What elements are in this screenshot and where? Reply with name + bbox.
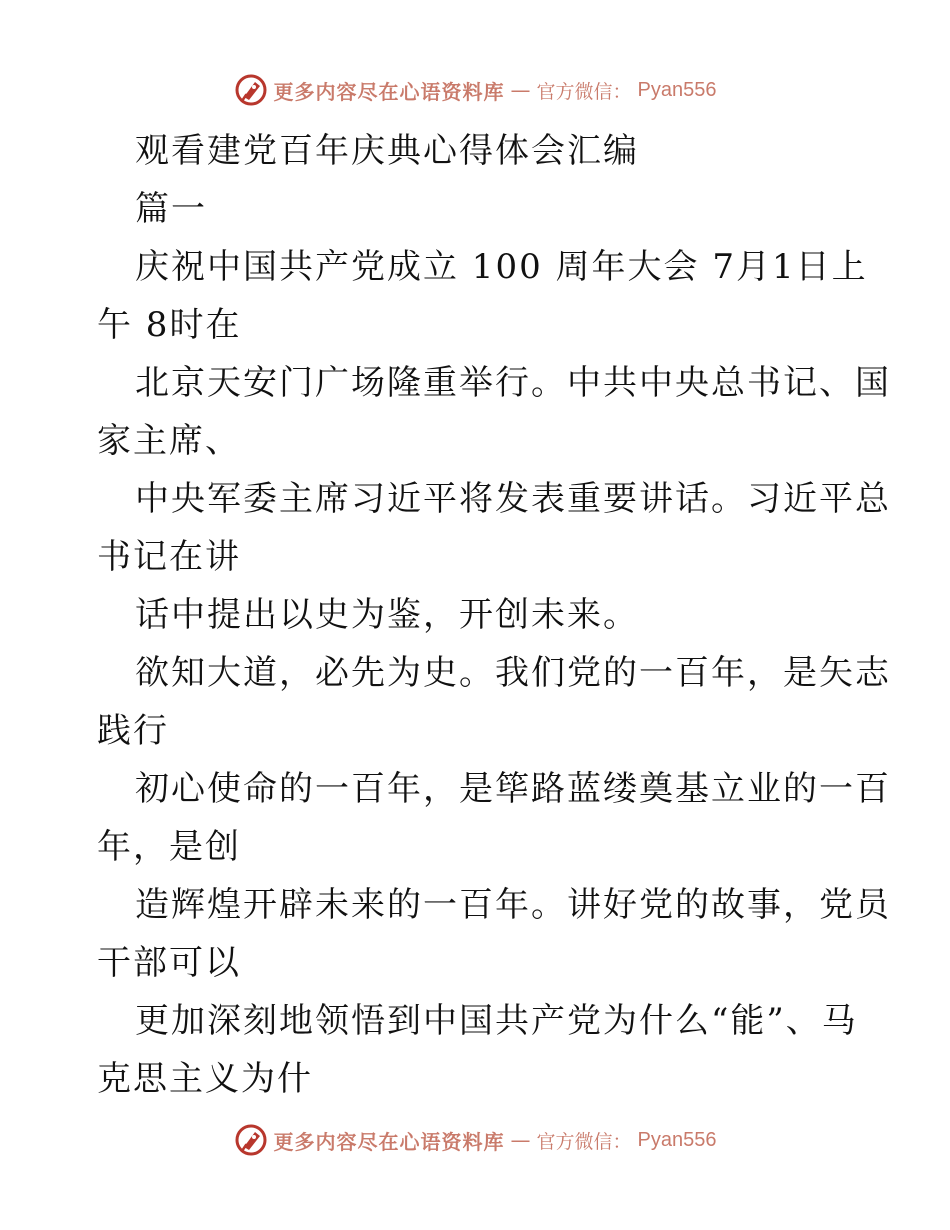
- header-banner: [0, 70, 950, 110]
- banner-wechat-id: Pyan556: [637, 1128, 717, 1151]
- text-line: 干部可以: [97, 943, 241, 983]
- banner-main-text: 更多内容尽在心语资料库: [273, 79, 505, 104]
- text-line: 践行: [97, 711, 169, 751]
- section-heading: 篇一: [135, 189, 207, 229]
- text-line: 午 8时在: [97, 305, 242, 345]
- pen-nib-logo-icon: [234, 1123, 268, 1157]
- text-line: 中央军委主席习近平将发表重要讲话。习近平总: [135, 479, 891, 519]
- text-line: 初心使命的一百年，是筚路蓝缕奠基立业的一百: [135, 769, 891, 809]
- pen-nib-logo-icon: [234, 73, 268, 107]
- banner-main-text: 更多内容尽在心语资料库: [273, 1129, 505, 1154]
- text-line: 家主席、: [97, 421, 241, 461]
- banner-wechat-label: 官方微信：: [536, 80, 632, 103]
- text-line: 造辉煌开辟未来的一百年。讲好党的故事，党员: [135, 885, 891, 925]
- banner-dash: —: [510, 78, 531, 102]
- document-title: 观看建党百年庆典心得体会汇编: [135, 131, 639, 171]
- footer-banner: [0, 1120, 950, 1160]
- document-body: [97, 122, 891, 1108]
- text-line: 更加深刻地领悟到中国共产党为什么“能”、马: [135, 1001, 858, 1041]
- banner-wechat-label: 官方微信：: [536, 1130, 632, 1153]
- text-line: 欲知大道，必先为史。我们党的一百年，是矢志: [135, 653, 891, 693]
- banner-dash: —: [510, 1128, 531, 1152]
- banner-wechat-id: Pyan556: [637, 78, 717, 101]
- text-line: 话中提出以史为鉴，开创未来。: [135, 595, 639, 635]
- text-line: 庆祝中国共产党成立 100 周年大会 7月1日上: [135, 247, 868, 287]
- text-line: 克思主义为什: [97, 1059, 313, 1099]
- text-line: 北京天安门广场隆重举行。中共中央总书记、国: [135, 363, 891, 403]
- text-line: 年，是创: [97, 827, 241, 867]
- text-line: 书记在讲: [97, 537, 241, 577]
